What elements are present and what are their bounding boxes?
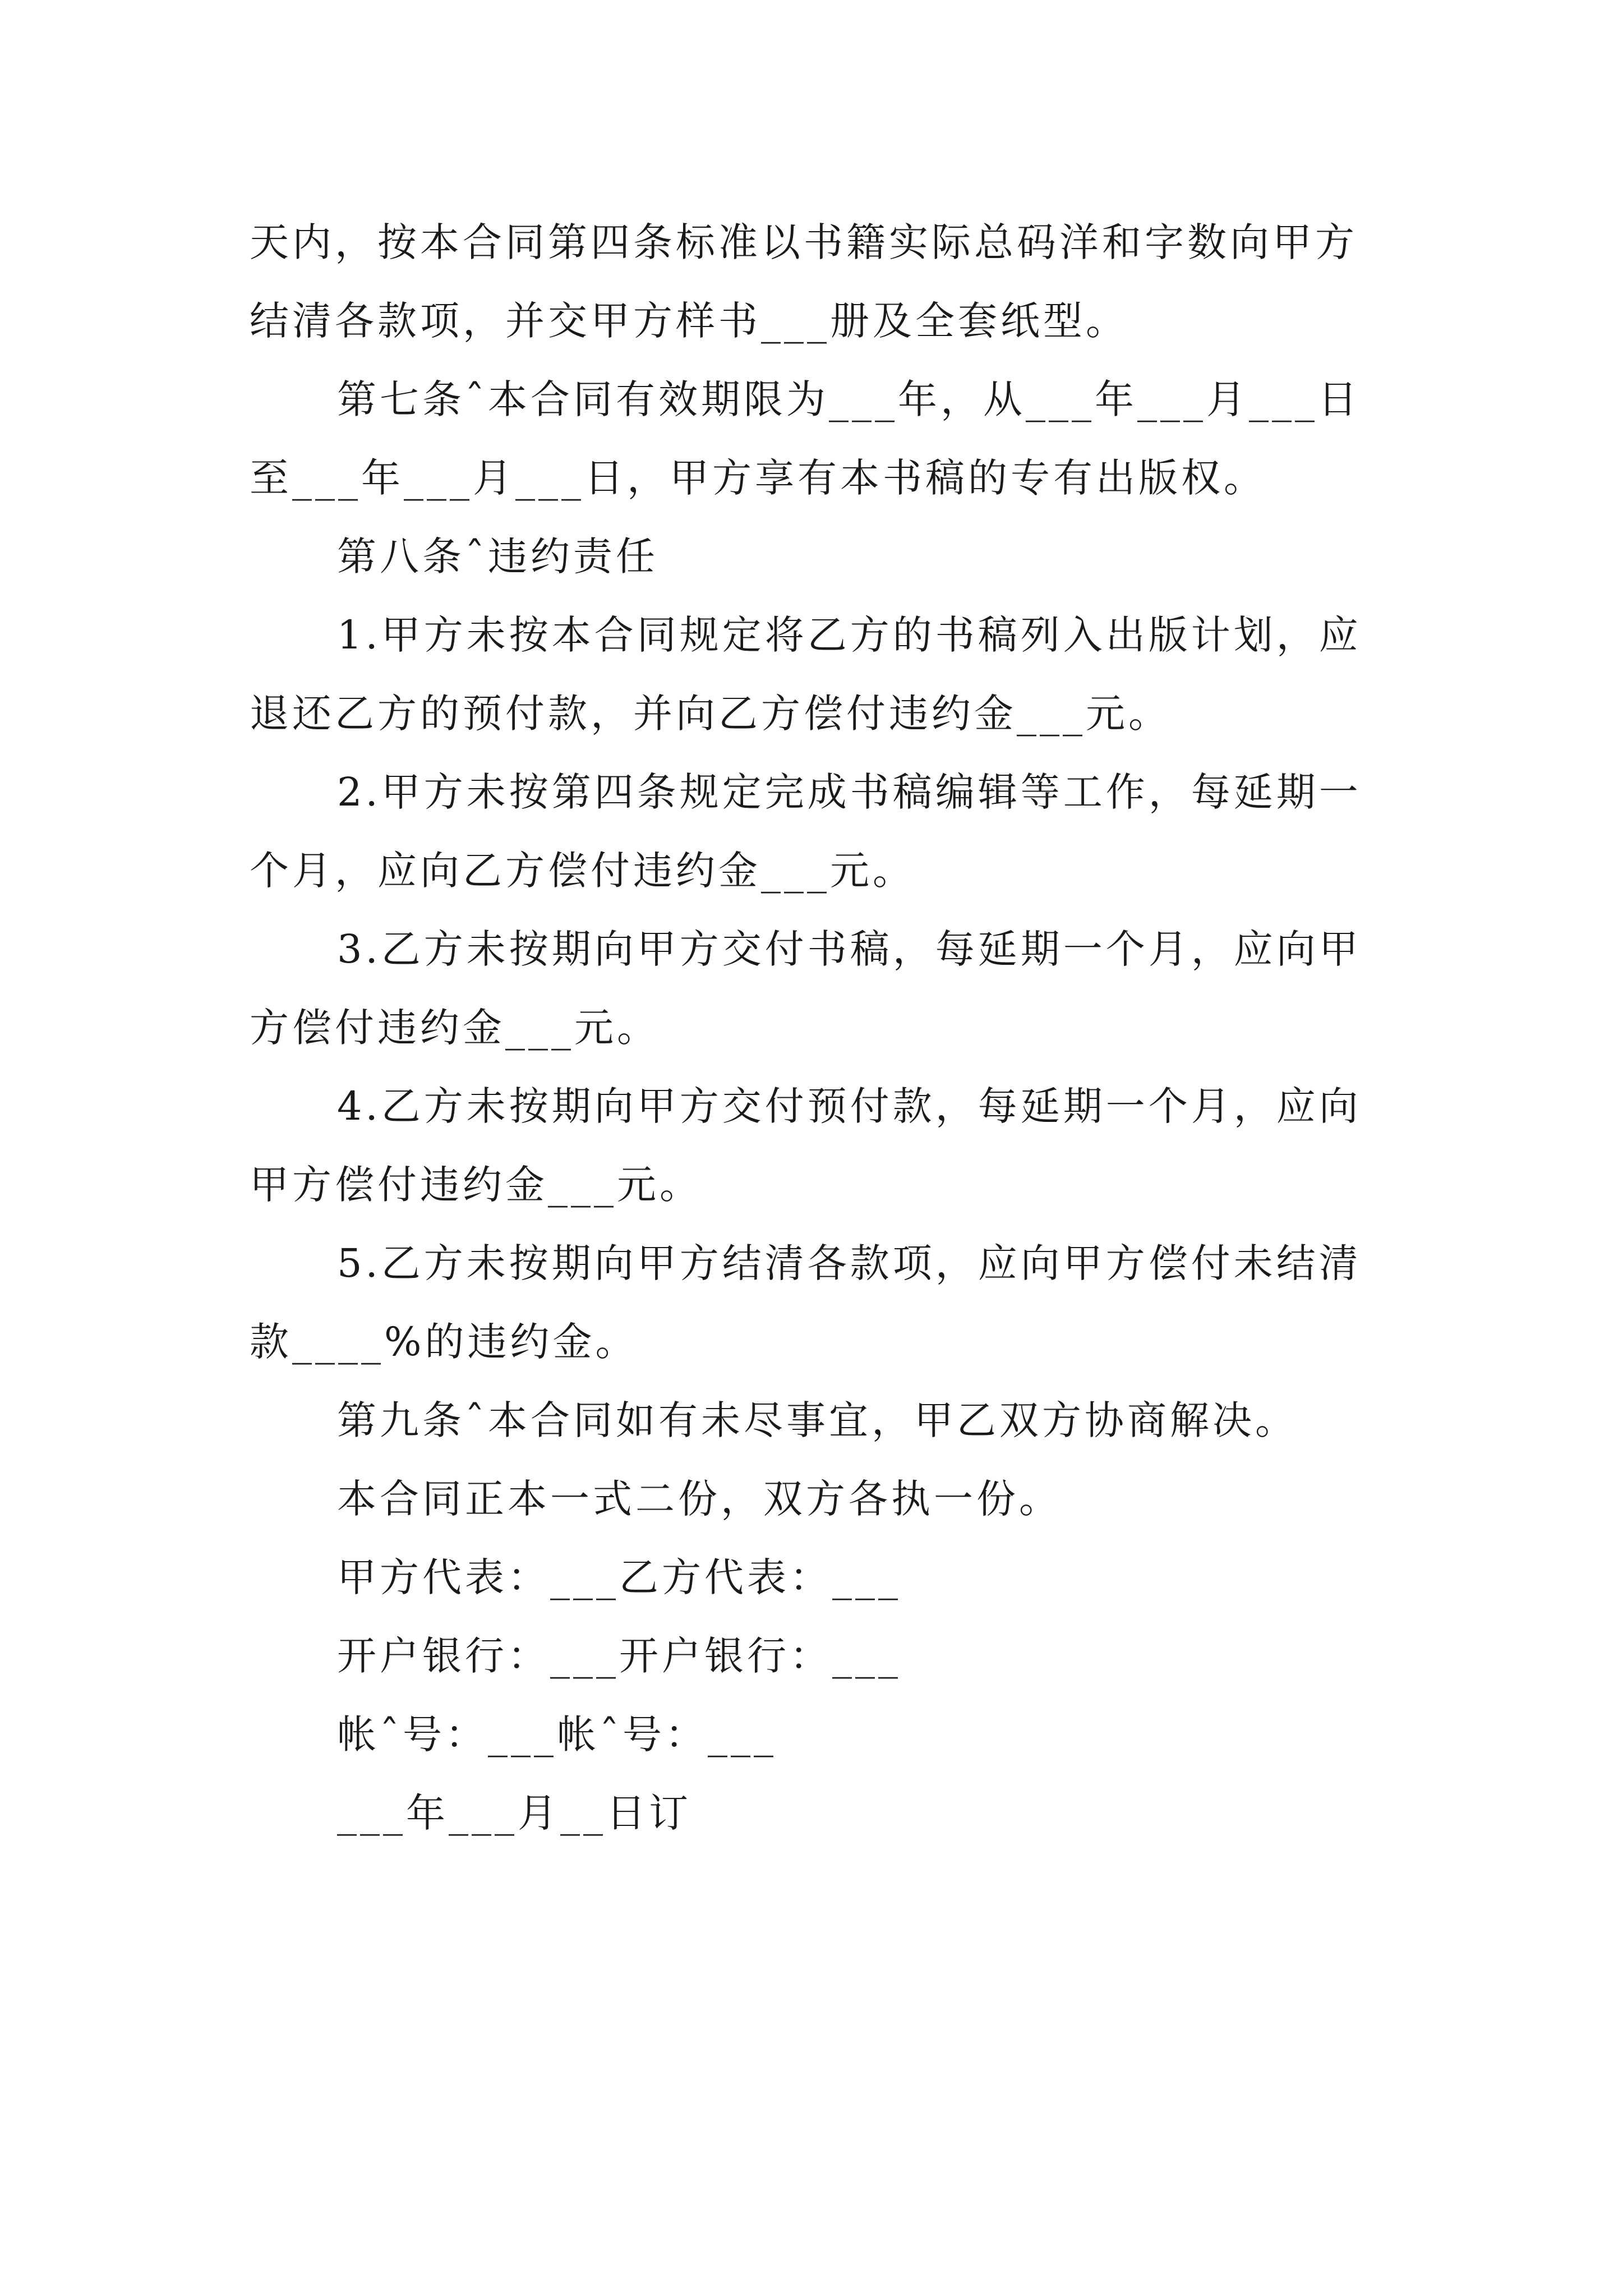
- text-line: 甲方偿付违约金___元。: [250, 1162, 702, 1208]
- text-line: 结清各款项，并交甲方样书___册及全套纸型。: [250, 298, 1128, 344]
- clause-4: 4.乙方未按期向甲方交付预付款，每延期一个月，应向: [337, 1083, 1362, 1129]
- text-line: 天内，按本合同第四条标准以书籍实际总码洋和字数向甲方: [250, 219, 1358, 265]
- article-9: 第九条ˆ本合同如有未尽事宜，甲乙双方协商解决。: [337, 1397, 1298, 1443]
- article-8-heading: 第八条ˆ违约责任: [337, 533, 658, 579]
- signing-date: ___年___月__日订: [337, 1790, 691, 1836]
- text-line: 退还乙方的预付款，并向乙方偿付违约金___元。: [250, 691, 1171, 737]
- signature-accounts: 帐ˆ号：___帐ˆ号：___: [337, 1711, 777, 1757]
- text-line: 款____%的违约金。: [250, 1319, 638, 1365]
- copies-statement: 本合同正本一式二份，双方各执一份。: [337, 1476, 1062, 1522]
- clause-3: 3.乙方未按期向甲方交付书稿，每延期一个月，应向甲: [337, 926, 1362, 972]
- text-line: 方偿付违约金___元。: [250, 1005, 660, 1051]
- text-line: 至___年___月___日，甲方享有本书稿的专有出版权。: [250, 455, 1266, 501]
- clause-2: 2.甲方未按第四条规定完成书稿编辑等工作，每延期一: [337, 769, 1362, 815]
- signature-representatives: 甲方代表：___乙方代表：___: [337, 1554, 901, 1600]
- contract-body: [250, 214, 1394, 1864]
- clause-5: 5.乙方未按期向甲方结清各款项，应向甲方偿付未结清: [337, 1240, 1362, 1286]
- clause-1: 1.甲方未按本合同规定将乙方的书稿列入出版计划，应: [337, 612, 1362, 658]
- text-line: 个月，应向乙方偿付违约金___元。: [250, 848, 915, 894]
- signature-banks: 开户银行：___开户银行：___: [337, 1633, 901, 1679]
- article-7: 第七条ˆ本合同有效期限为___年，从___年___月___日: [337, 376, 1361, 422]
